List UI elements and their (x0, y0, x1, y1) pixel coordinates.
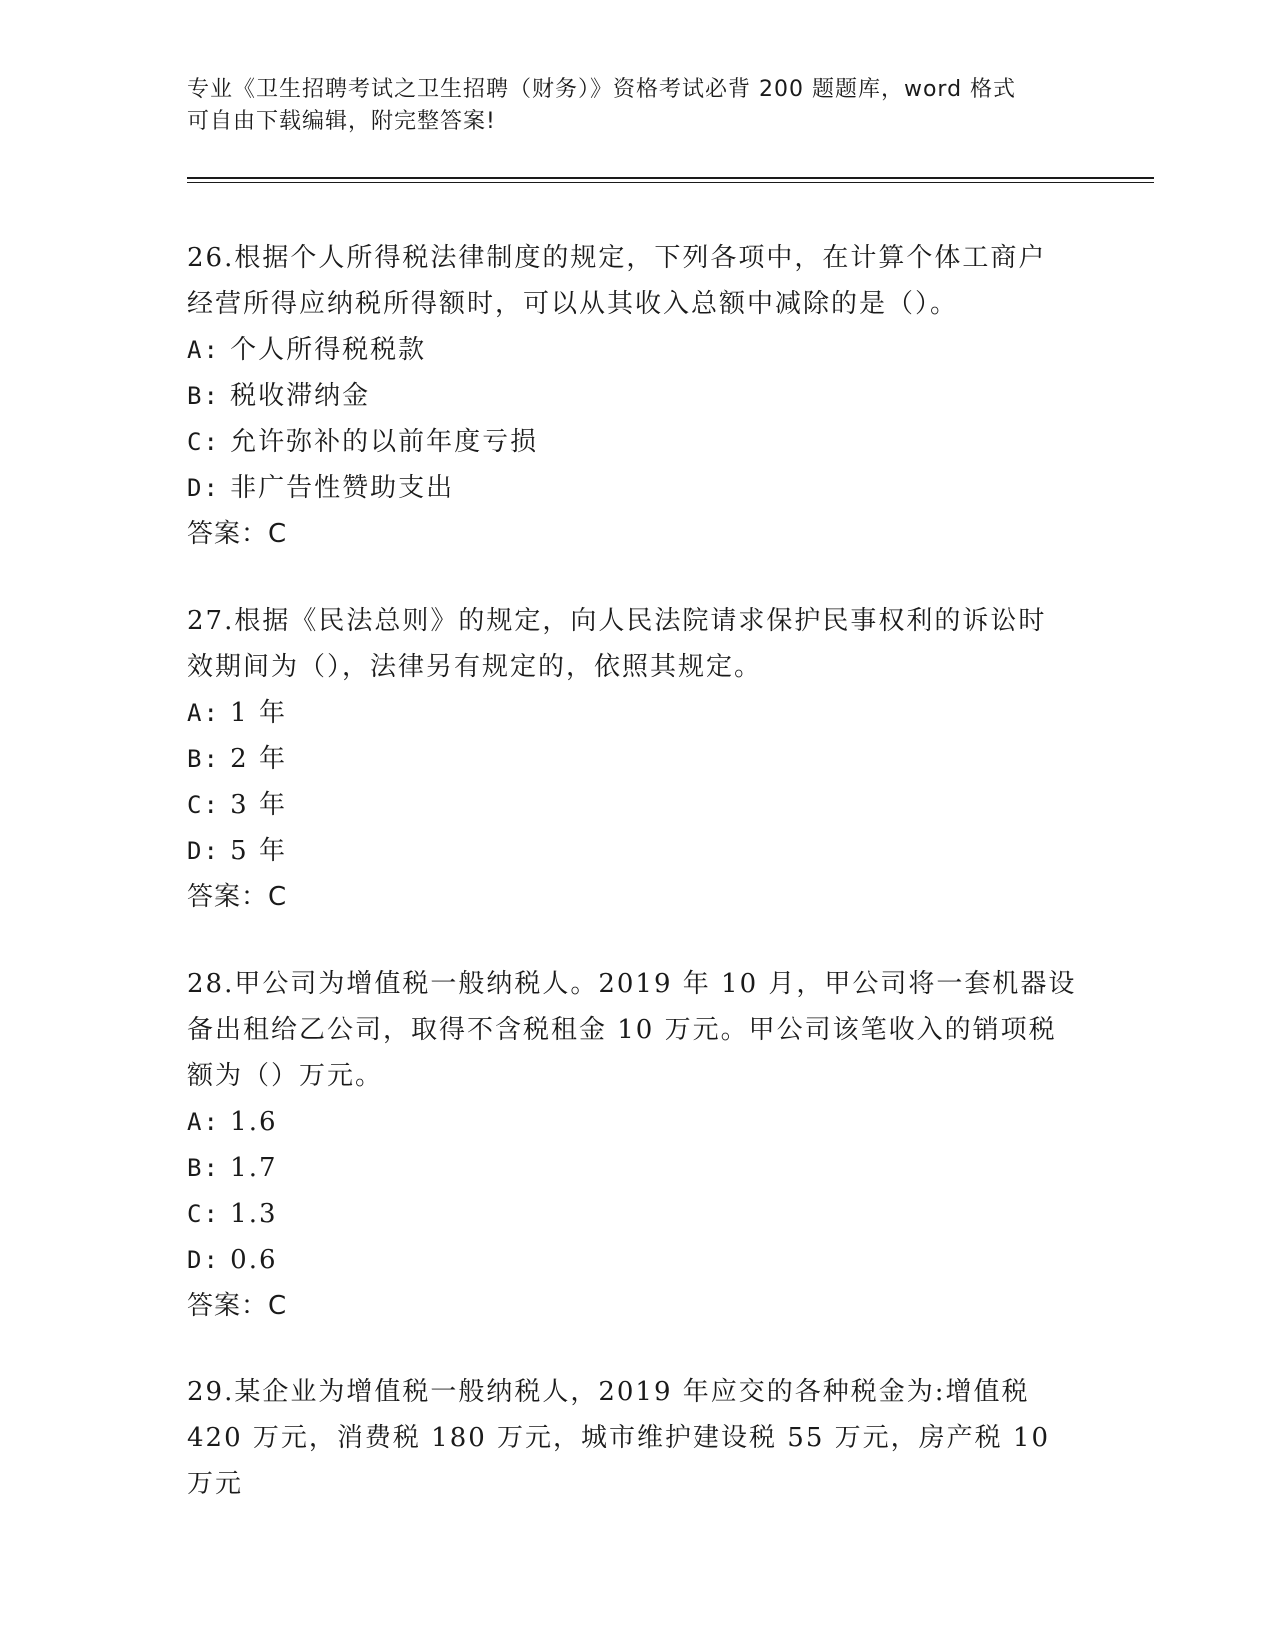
option-letter: B: (187, 382, 220, 410)
question-26-text-line-1: 26.根据个人所得税法律制度的规定，下列各项中，在计算个体工商户 (187, 243, 1047, 273)
question-29 (187, 1369, 1087, 1507)
header-line-2: 可自由下载编辑，附完整答案! (187, 109, 496, 134)
option-text: 个人所得税税款 (230, 335, 427, 365)
option-letter: C: (187, 791, 220, 819)
question-26-text-line-2: 经营所得应纳税所得额时，可以从其收入总额中减除的是（）。 (187, 289, 959, 319)
question-28 (187, 961, 1087, 1329)
option-text: 非广告性赞助支出 (230, 473, 455, 503)
question-26-option-c (187, 419, 1087, 465)
option-text: 1.7 (230, 1153, 278, 1183)
option-text: 1.6 (230, 1107, 278, 1137)
question-26-option-d (187, 465, 1087, 511)
option-letter: D: (187, 837, 220, 865)
option-letter: A: (187, 336, 220, 364)
option-text: 税收滞纳金 (230, 381, 371, 411)
option-letter: A: (187, 1108, 220, 1136)
question-27 (187, 598, 1087, 920)
option-letter: D: (187, 474, 220, 502)
option-text: 允许弥补的以前年度亏损 (230, 427, 539, 457)
question-28-answer: 答案：C (187, 1291, 288, 1321)
question-28-option-d (187, 1237, 1087, 1283)
question-28-text-line-3: 额为（）万元。 (187, 1061, 384, 1091)
question-28-option-b (187, 1145, 1087, 1191)
option-letter: C: (187, 428, 220, 456)
question-27-answer: 答案：C (187, 882, 288, 912)
question-26-answer: 答案：C (187, 519, 288, 549)
question-28-option-a (187, 1099, 1087, 1145)
option-text: 1.3 (230, 1199, 278, 1229)
question-27-option-a (187, 690, 1087, 736)
question-26-option-b (187, 373, 1087, 419)
header-line-1: 专业《卫生招聘考试之卫生招聘（财务）》资格考试必背 200 题题库，word 格式 (187, 77, 1017, 102)
question-27-option-c (187, 782, 1087, 828)
question-27-option-b (187, 736, 1087, 782)
question-28-option-c (187, 1191, 1087, 1237)
document-header (187, 74, 1067, 138)
question-27-text-line-1: 27.根据《民法总则》的规定，向人民法院请求保护民事权利的诉讼时 (187, 606, 1047, 636)
option-text: 3 年 (230, 790, 287, 820)
question-26-option-a (187, 327, 1087, 373)
option-letter: D: (187, 1246, 220, 1274)
option-text: 1 年 (230, 698, 287, 728)
question-27-option-d (187, 828, 1087, 874)
option-letter: A: (187, 699, 220, 727)
question-26 (187, 235, 1087, 557)
question-28-text-line-2: 备出租给乙公司，取得不含税租金 10 万元。甲公司该笔收入的销项税 (187, 1015, 1057, 1045)
option-letter: B: (187, 1154, 220, 1182)
question-29-text-line-1: 29.某企业为增值税一般纳税人，2019 年应交的各种税金为:增值税 (187, 1377, 1030, 1407)
option-text: 0.6 (230, 1245, 278, 1275)
question-27-text-line-2: 效期间为（），法律另有规定的，依照其规定。 (187, 652, 763, 682)
option-letter: C: (187, 1200, 220, 1228)
question-29-text-line-2: 420 万元，消费税 180 万元，城市维护建设税 55 万元，房产税 10 万元 (187, 1423, 1051, 1499)
question-28-text-line-1: 28.甲公司为增值税一般纳税人。2019 年 10 月，甲公司将一套机器设 (187, 969, 1077, 999)
header-divider-thick (187, 177, 1154, 179)
option-letter: B: (187, 745, 220, 773)
header-divider-thin (187, 182, 1154, 183)
option-text: 2 年 (230, 744, 287, 774)
option-text: 5 年 (230, 836, 287, 866)
